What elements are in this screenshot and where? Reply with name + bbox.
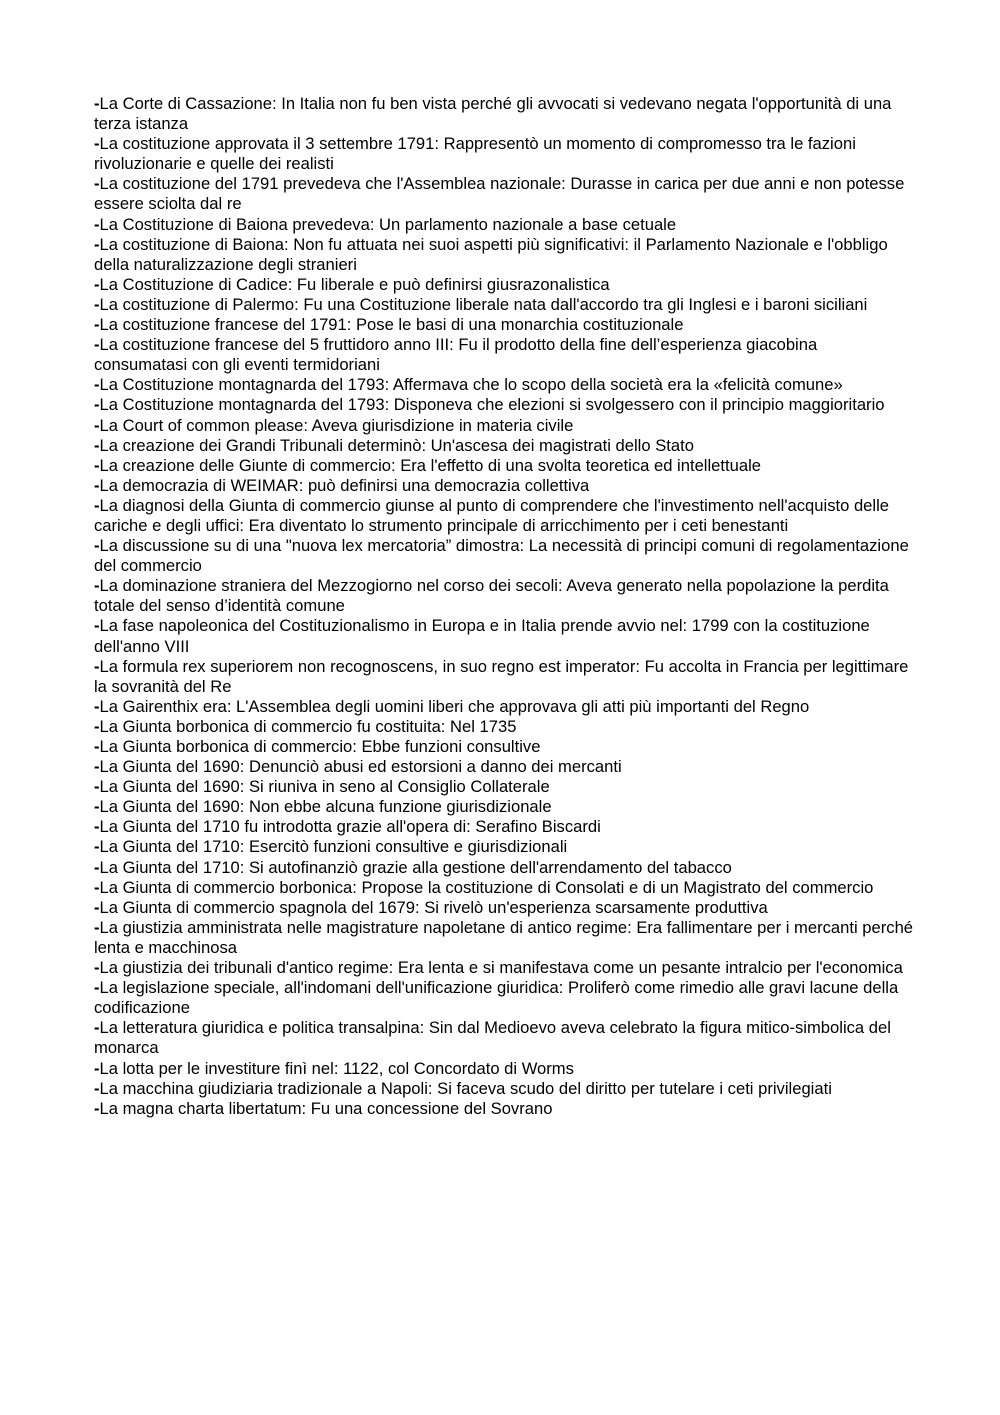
list-item: [94, 797, 914, 817]
list-item: [94, 697, 914, 717]
bullet-dash: -: [94, 777, 100, 797]
list-item: [94, 235, 914, 275]
entry-text: La giustizia dei tribunali d'antico regime: Era lenta e si manifestava come un pesante intralcio per l'economica: [99, 958, 903, 978]
bullet-dash: -: [94, 415, 100, 435]
bullet-dash: -: [94, 837, 100, 857]
bullet-dash: -: [94, 174, 100, 194]
list-item: [94, 657, 914, 697]
bullet-dash: -: [94, 495, 100, 515]
bullet-dash: -: [94, 294, 100, 314]
list-item: [94, 817, 914, 837]
list-item: [94, 918, 914, 958]
entry-text: La costituzione approvata il 3 settembre 1791: Rappresentò un momento di compromesso tra le fazioni rivoluzionarie e quelle dei realisti: [94, 134, 856, 174]
entry-text: La Giunta del 1690: Denunciò abusi ed estorsioni a danno dei mercanti: [99, 757, 622, 777]
list-item: [94, 536, 914, 576]
entry-text: La creazione dei Grandi Tribunali determinò: Un'ascesa dei magistrati dello Stato: [99, 435, 694, 455]
bullet-dash: -: [94, 536, 100, 556]
list-item: [94, 335, 914, 375]
bullet-dash: -: [94, 435, 100, 455]
bullet-dash: -: [94, 455, 100, 475]
list-item: [94, 295, 914, 315]
entry-text: La letteratura giuridica e politica transalpina: Sin dal Medioevo aveva celebrato la figura mitico-simbolica del monarca: [94, 1018, 891, 1058]
entry-text: La Giunta del 1710: Si autofinanziò grazie alla gestione dell'arrendamento del tabacco: [99, 857, 732, 877]
bullet-dash: -: [94, 958, 100, 978]
entry-text: La Giunta del 1710: Esercitò funzioni consultive e giurisdizionali: [99, 837, 568, 857]
list-item: [94, 1099, 914, 1119]
bullet-dash: -: [94, 757, 100, 777]
bullet-dash: -: [94, 234, 100, 254]
bullet-dash: -: [94, 737, 100, 756]
entry-text: La Giunta di commercio spagnola del 1679: Si rivelò un'esperienza scarsamente produttiva: [99, 897, 768, 917]
entry-text: La democrazia di WEIMAR: può definirsi una democrazia collettiva: [99, 475, 590, 495]
entry-text: La macchina giudiziaria tradizionale a Napoli: Si faceva scudo del diritto per tutelare i ceti privilegiati: [99, 1078, 832, 1098]
list-item: [94, 858, 914, 878]
entry-text: La formula rex superiorem non recognoscens, in suo regno est imperator: Fu accolta in Francia per legittimare la sovranità del Re: [94, 656, 909, 696]
bullet-dash: -: [94, 1078, 100, 1098]
document-page: [94, 94, 914, 1119]
bullet-dash: -: [94, 877, 100, 897]
entry-text: La giustizia amministrata nelle magistrature napoletane di antico regime: Era fallimentare per i mercanti perché lenta e macchinosa: [94, 917, 914, 957]
list-item: [94, 174, 914, 214]
list-item: [94, 375, 914, 395]
list-item: [94, 958, 914, 978]
entry-text: La legislazione speciale, all'indomani dell'unificazione giuridica: Proliferò come rimedio alle gravi lacune della codificazione: [94, 978, 899, 1018]
bullet-dash: -: [94, 214, 100, 234]
entry-text: La Giunta del 1690: Non ebbe alcuna funzione giurisdizionale: [99, 797, 552, 817]
entry-text: La costituzione francese del 1791: Pose le basi di una monarchia costituzionale: [99, 315, 684, 335]
bullet-dash: -: [94, 897, 100, 917]
list-item: [94, 576, 914, 616]
bullet-dash: -: [94, 656, 100, 676]
bullet-dash: -: [94, 335, 100, 355]
bullet-dash: -: [94, 917, 100, 937]
list-item: [94, 777, 914, 797]
bullet-dash: -: [94, 375, 100, 395]
entry-text: La Giunta borbonica di commercio: Ebbe funzioni consultive: [99, 737, 541, 756]
list-item: [94, 1079, 914, 1099]
list-item: [94, 275, 914, 295]
entry-text: La fase napoleonica del Costituzionalismo in Europa e in Italia prende avvio nel: 1799 con la costituzione dell'anno VIII: [94, 616, 870, 656]
entry-text: La Corte di Cassazione: In Italia non fu ben vista perché gli avvocati si vedevano negata l'opportunità di una terza istanza: [94, 94, 892, 134]
entry-text: La dominazione straniera del Mezzogiorno nel corso dei secoli: Aveva generato nella popolazione la perdita totale del senso d’identità comune: [94, 576, 889, 616]
bullet-dash: -: [94, 1018, 100, 1038]
bullet-dash: -: [94, 395, 100, 415]
list-item: [94, 1059, 914, 1079]
bullet-dash: -: [94, 475, 100, 495]
list-item: [94, 416, 914, 436]
list-item: [94, 878, 914, 898]
entry-text: La costituzione di Palermo: Fu una Costituzione liberale nata dall'accordo tra gli Inglesi e i baroni siciliani: [99, 294, 868, 314]
entry-text: La Giunta borbonica di commercio fu costituita: Nel 1735: [99, 716, 517, 736]
bullet-dash: -: [94, 274, 100, 294]
bullet-dash: -: [94, 576, 100, 596]
bullet-dash: -: [94, 716, 100, 736]
list-item: [94, 436, 914, 456]
list-item: [94, 476, 914, 496]
entry-text: La discussione su di una "nuova lex mercatoria” dimostra: La necessità di principi comuni di regolamentazione del commercio: [94, 536, 909, 576]
bullet-dash: -: [94, 616, 100, 636]
entry-text: La Giunta del 1710 fu introdotta grazie all'opera di: Serafino Biscardi: [99, 817, 601, 837]
list-item: [94, 717, 914, 737]
bullet-dash: -: [94, 978, 100, 998]
list-item: [94, 978, 914, 1018]
list-item: [94, 496, 914, 536]
bullet-dash: -: [94, 1098, 100, 1118]
entry-text: La costituzione di Baiona: Non fu attuata nei suoi aspetti più significativi: il Parlamento Nazionale e l'obbligo della naturalizzazione degli stranieri: [94, 234, 888, 274]
entry-text: La Court of common please: Aveva giurisdizione in materia civile: [99, 415, 574, 435]
entry-text: La Costituzione montagnarda del 1793: Affermava che lo scopo della società era la «felicità comune»: [99, 375, 843, 395]
list-item: [94, 898, 914, 918]
entry-text: La Costituzione di Baiona prevedeva: Un parlamento nazionale a base cetuale: [99, 214, 677, 234]
list-item: [94, 456, 914, 476]
bullet-dash: -: [94, 817, 100, 837]
list-item: [94, 1018, 914, 1058]
entry-text: La creazione delle Giunte di commercio: Era l'effetto di una svolta teoretica ed intellettuale: [99, 455, 761, 475]
entry-text: La Giunta del 1690: Si riuniva in seno al Consiglio Collaterale: [99, 777, 550, 797]
list-item: [94, 757, 914, 777]
entry-text: La costituzione del 1791 prevedeva che l'Assemblea nazionale: Durasse in carica per due anni e non potesse essere sciolta dal re: [94, 174, 905, 214]
bullet-dash: -: [94, 696, 100, 716]
bullet-dash: -: [94, 857, 100, 877]
entry-text: La magna charta libertatum: Fu una concessione del Sovrano: [99, 1098, 553, 1118]
entry-text: La lotta per le investiture finì nel: 1122, col Concordato di Worms: [99, 1058, 574, 1078]
list-item: [94, 215, 914, 235]
list-item: [94, 134, 914, 174]
entry-text: La diagnosi della Giunta di commercio giunse al punto di comprendere che l'investimento nell'acquisto delle cariche e degli uffici: Era diventato lo strumento principale di arricchimento per i ceti benestanti: [94, 495, 889, 535]
entry-text: La Costituzione di Cadice: Fu liberale e può definirsi giusrazonalistica: [99, 274, 610, 294]
list-item: [94, 837, 914, 857]
entry-text: La costituzione francese del 5 fruttidoro anno III: Fu il prodotto della fine dell’esperienza giacobina consumatasi con gli eventi termidoriani: [94, 335, 818, 375]
bullet-dash: -: [94, 1058, 100, 1078]
entry-text: La Gairenthix era: L'Assemblea degli uomini liberi che approvava gli atti più importanti del Regno: [99, 696, 810, 716]
list-item: [94, 616, 914, 656]
bullet-dash: -: [94, 134, 100, 154]
list-item: [94, 94, 914, 134]
list-item: [94, 315, 914, 335]
bullet-dash: -: [94, 797, 100, 817]
entry-text: La Giunta di commercio borbonica: Propose la costituzione di Consolati e di un Magistrato del commercio: [99, 877, 874, 897]
list-item: [94, 395, 914, 415]
bullet-dash: -: [94, 315, 100, 335]
list-item: [94, 737, 914, 757]
bullet-dash: -: [94, 94, 100, 113]
entry-text: La Costituzione montagnarda del 1793: Disponeva che elezioni si svolgessero con il principio maggioritario: [99, 395, 885, 415]
